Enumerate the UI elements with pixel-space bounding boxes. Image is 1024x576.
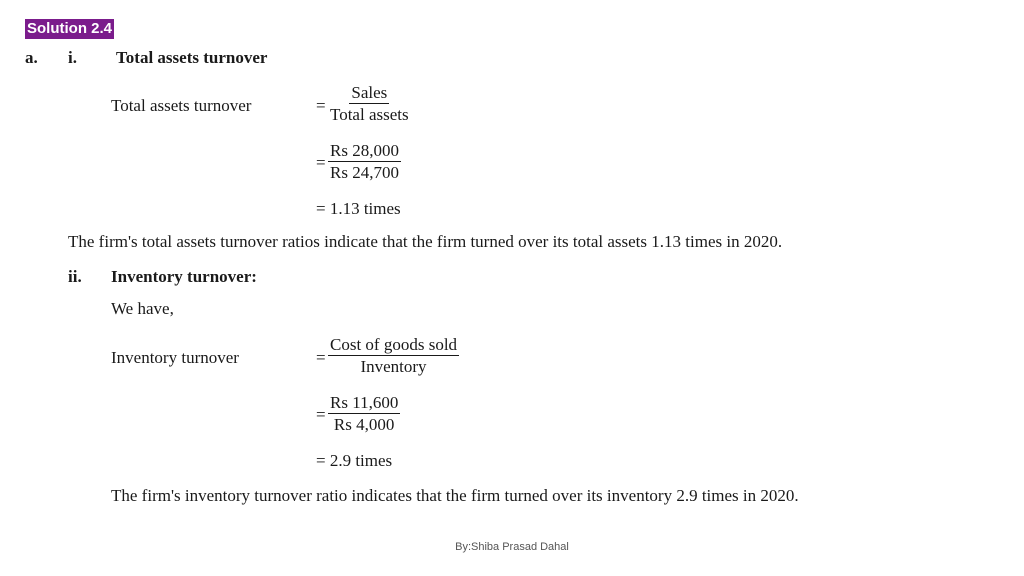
fraction-denominator: Rs 4,000 [333, 415, 395, 434]
fraction-numerator: Sales [351, 83, 388, 102]
fraction-denominator: Total assets [330, 105, 409, 124]
author-footer: By:Shiba Prasad Dahal [455, 541, 569, 553]
equals-sign: = [316, 153, 326, 172]
assets-turnover-conclusion: The firm's total assets turnover ratios indicate that the firm turned over its total assets 1.13 times in 2020. [68, 232, 783, 251]
item-ii-heading: Inventory turnover: [111, 267, 257, 286]
fraction-numerator: Rs 11,600 [330, 393, 399, 412]
assets-turnover-result: = 1.13 times [316, 199, 401, 218]
item-i-label: i. [68, 48, 77, 67]
we-have-text: We have, [111, 299, 174, 318]
fraction-numerator: Cost of goods sold [330, 335, 458, 354]
part-a-label: a. [25, 48, 38, 67]
inventory-turnover-conclusion: The firm's inventory turnover ratio indicates that the firm turned over its inventory 2.9 times in 2020. [111, 486, 799, 505]
total-assets-turnover-label: Total assets turnover [111, 96, 252, 115]
equals-sign: = [316, 348, 326, 367]
item-i-heading: Total assets turnover [116, 48, 268, 67]
solution-badge: Solution 2.4 [27, 20, 113, 37]
fraction-numerator: Rs 28,000 [330, 141, 399, 160]
fraction-values-inventory [328, 392, 400, 435]
inventory-turnover-label: Inventory turnover [111, 348, 239, 367]
equals-sign: = [316, 96, 326, 115]
equals-sign: = [316, 405, 326, 424]
fraction-denominator: Inventory [360, 357, 427, 376]
item-ii-label: ii. [68, 267, 82, 286]
fraction-denominator: Rs 24,700 [330, 163, 399, 182]
fraction-values-assets [328, 140, 401, 183]
formula-fraction-sales-total-assets [328, 82, 411, 125]
inventory-turnover-result: = 2.9 times [316, 451, 393, 470]
formula-fraction-cogs-inventory [328, 334, 459, 377]
